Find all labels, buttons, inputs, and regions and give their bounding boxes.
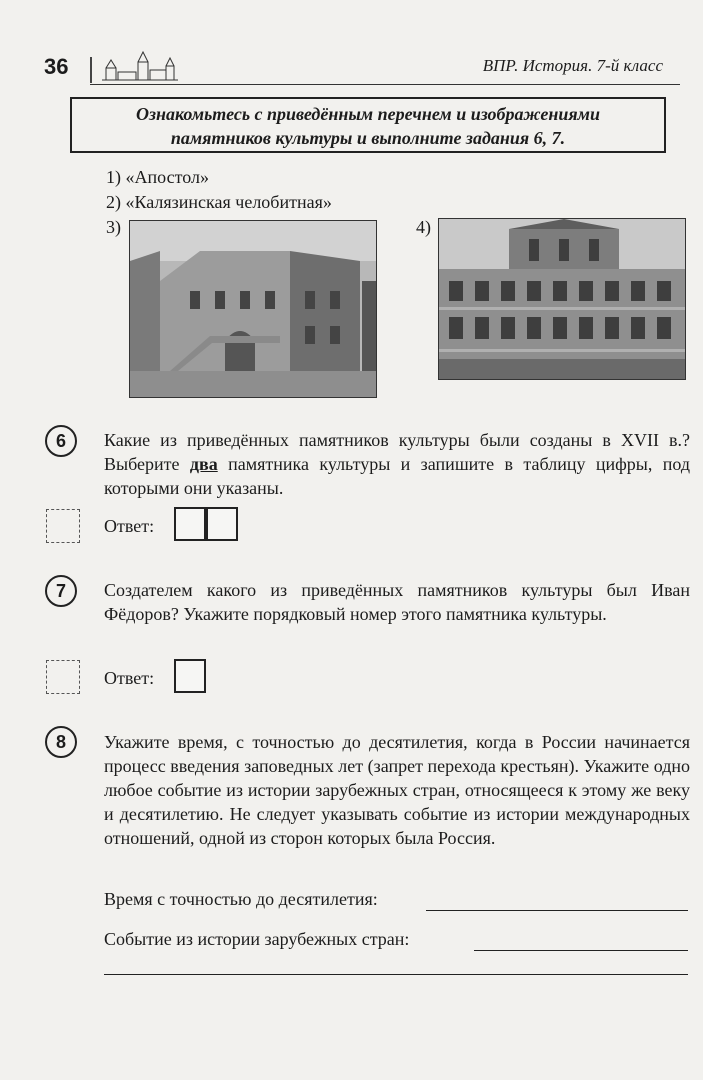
question-6-emphasis: два: [189, 454, 218, 474]
question-6-number: 6: [45, 425, 77, 457]
question-8-text: Укажите время, с точностью до десятилетия, когда в России начинается процесс введения заповедных лет (запрет перехода крестьян). Укажите одно любое событие из истории зарубежных стран, относящееся к этому же веку и десятилетию. Не следует указывать событие из истории международных отношений, одной из сторон которых была Россия.: [104, 732, 690, 848]
monument-item-2: 2) «Калязинская челобитная»: [106, 192, 332, 212]
question-7-answer-label: Ответ:: [104, 668, 155, 688]
question-6-text-part2: памятника культуры и запишите в таблицу цифры, под которыми они указаны.: [104, 454, 691, 498]
monument-item-3-label: 3): [106, 217, 121, 237]
monument-photo-3: [129, 220, 377, 398]
question-8-event-answer-line-2[interactable]: [104, 974, 688, 975]
monument-item-4-label: 4): [416, 217, 431, 237]
question-6-answer-label: Ответ:: [104, 516, 155, 536]
instruction-line-1: Ознакомьтесь с приведённым перечнем и изображениями: [135, 104, 601, 124]
instruction-box: [70, 97, 666, 153]
question-8-number: 8: [45, 726, 77, 758]
question-6-answer-cell-2[interactable]: [206, 507, 238, 541]
question-6-text: [104, 428, 690, 500]
question-6-answer-cell-1[interactable]: [174, 507, 206, 541]
page-number: 36: [44, 54, 69, 79]
monument-photo-4: [438, 218, 686, 380]
question-8-time-label: Время с точностью до десятилетия:: [104, 889, 378, 909]
header-rule: [90, 84, 680, 85]
question-6-score-box: [46, 509, 80, 543]
monument-item-1: 1) «Апостол»: [106, 167, 209, 187]
kremlin-icon: [100, 48, 180, 82]
header-title: ВПР. История. 7-й класс: [482, 56, 663, 75]
question-7-number: 7: [45, 575, 77, 607]
question-8-event-label: Событие из истории зарубежных стран:: [104, 929, 410, 949]
question-8-event-answer-line[interactable]: [474, 950, 688, 951]
question-6-text-part1: Какие из приведённых памятников культуры были созданы в XVII в.? Выберите: [104, 430, 690, 474]
instruction-line-2: памятников культуры и выполните задания 6, 7.: [170, 128, 566, 148]
question-8-time-answer-line[interactable]: [426, 910, 688, 911]
question-7-answer-cell[interactable]: [174, 659, 206, 693]
question-7-score-box: [46, 660, 80, 694]
question-7-text: Создателем какого из приведённых памятников культуры был Иван Фёдоров? Укажите порядковый номер этого памятника культуры.: [104, 580, 690, 624]
header-divider: [90, 57, 92, 83]
